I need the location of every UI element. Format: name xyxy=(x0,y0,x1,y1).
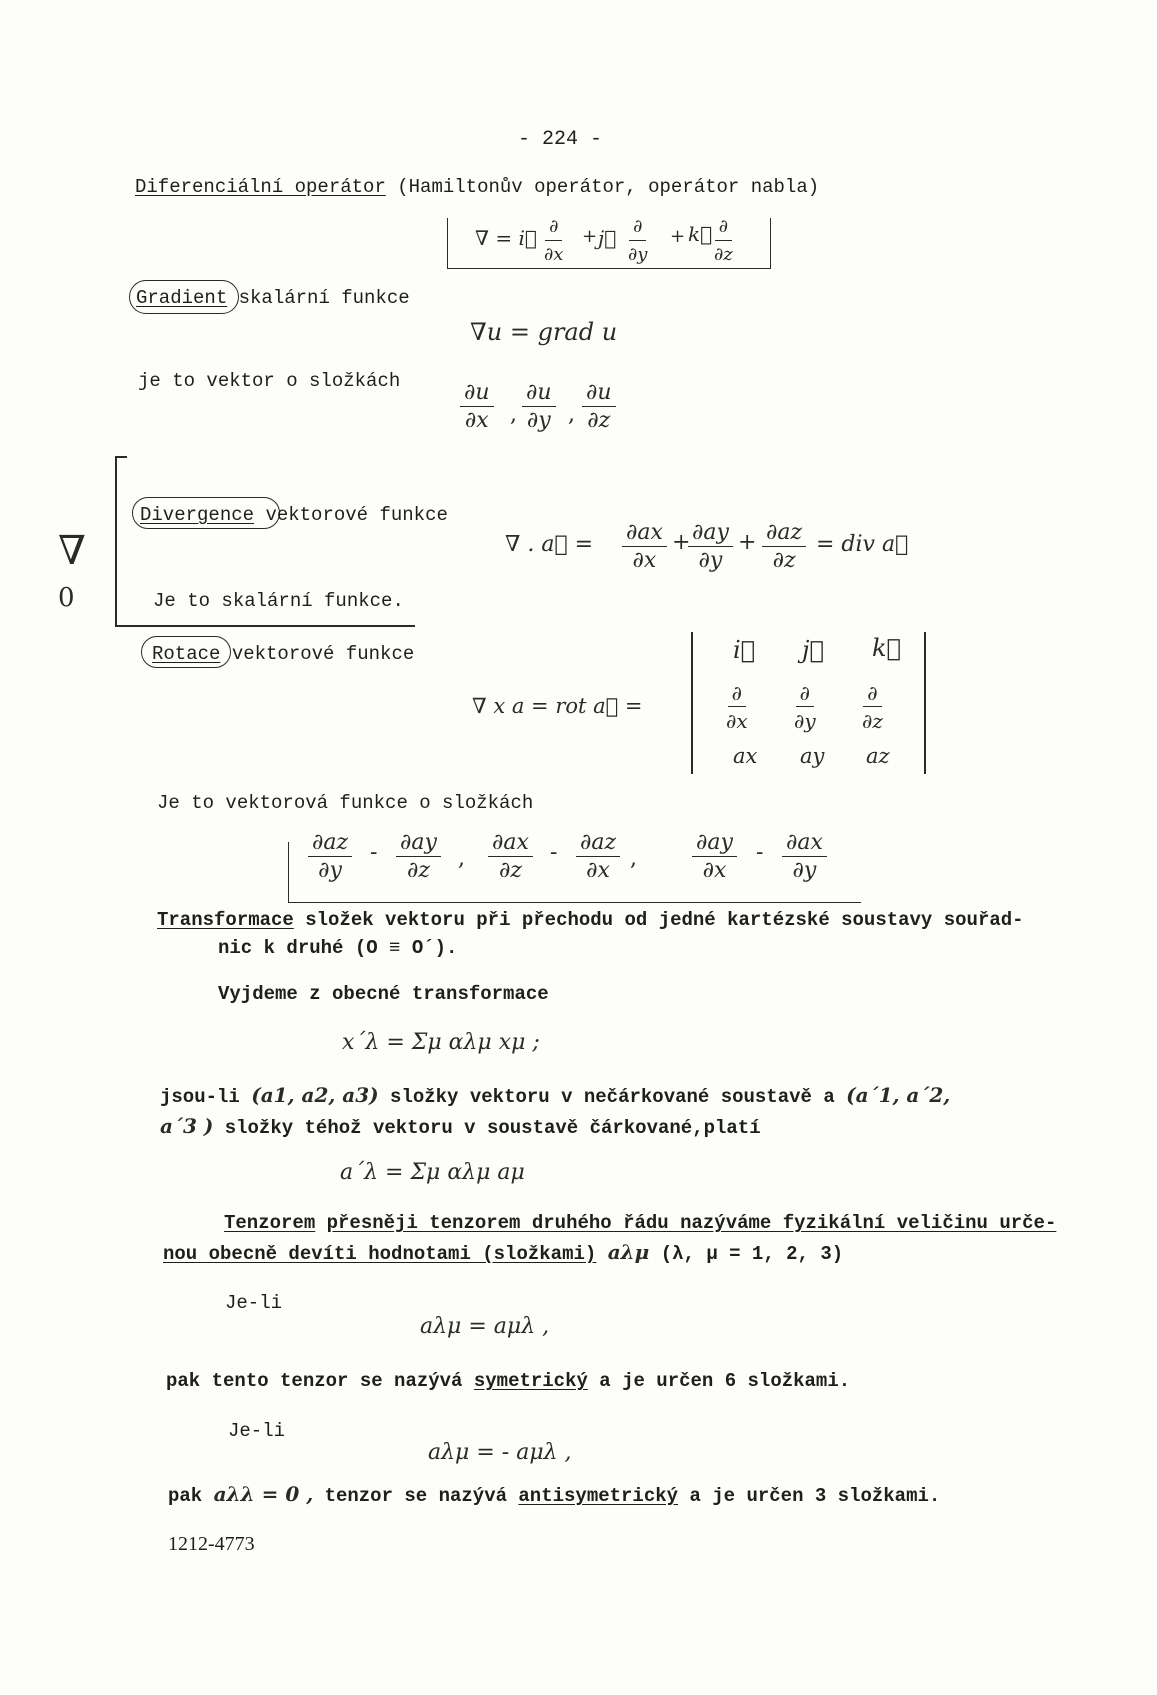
transform-line-3: Vyjdeme z obecné transformace xyxy=(218,983,549,1005)
rot-comp-1a: $\frac{\partial az}{\partial y}$ xyxy=(308,830,352,885)
divergence-plus-2: + xyxy=(738,530,757,555)
gradient-comp-z: $\frac{\partial u}{\partial z}$ xyxy=(582,380,616,435)
tensor-case-2-a-ll: aλλ = 0 , xyxy=(213,1482,314,1506)
tensor-line-2b: aλμ xyxy=(607,1240,650,1264)
divergence-plus-1: + xyxy=(672,530,691,555)
gradient-comp-x: $\frac{\partial u}{\partial x}$ xyxy=(460,380,494,435)
rot-comp-2b: $\frac{\partial az}{\partial x}$ xyxy=(576,830,620,885)
divergence-note: Je to skalární funkce. xyxy=(153,590,404,612)
nabla-k: k⃗ xyxy=(688,222,713,246)
rotation-term: Rotace xyxy=(152,643,221,665)
transform-line-1 xyxy=(157,909,1024,931)
nabla-frac-y: ∂ ∂y xyxy=(628,216,648,265)
divergence-frac-y: $\frac{\partial ay}{\partial y}$ xyxy=(688,520,733,575)
transform-line-4d: (a´1, a´2, xyxy=(846,1083,951,1107)
rotation-rest: vektorové funkce xyxy=(231,643,415,665)
transform-line-5 xyxy=(160,1114,761,1139)
tensor-line-2c: (λ, μ = 1, 2, 3) xyxy=(660,1243,844,1265)
gradient-sep-1: , xyxy=(510,402,517,427)
rot-minus-2: - xyxy=(550,840,558,865)
det-cell-az: az xyxy=(866,744,890,768)
tensor-line-1-rest: přesněji tenzorem druhého řádu nazýváme fyzikální veličinu urče- xyxy=(326,1212,1057,1234)
margin-nabla-mark: ∇ xyxy=(58,528,86,574)
tensor-case-1-term: symetrický xyxy=(473,1370,588,1392)
nabla-j: j⃗ xyxy=(598,226,617,250)
tensor-case-1-text-b: a je určen 6 složkami. xyxy=(599,1370,851,1392)
det-cell-ay: ay xyxy=(800,744,825,768)
nabla-plus-2: + xyxy=(670,226,686,247)
tensor-case-2-intro: Je-li xyxy=(228,1420,286,1442)
tensor-line-2a: nou obecně devíti hodnotami (složkami) xyxy=(163,1243,597,1265)
tensor-case-1-formula: aλμ = aμλ , xyxy=(420,1314,550,1339)
det-cell-i: i⃗ xyxy=(733,636,756,664)
rot-comp-3b: $\frac{\partial ax}{\partial y}$ xyxy=(782,830,827,885)
tensor-case-2-text-a: pak xyxy=(168,1485,203,1507)
tensor-case-1-intro: Je-li xyxy=(225,1292,283,1314)
gradient-heading xyxy=(136,287,410,309)
determinant-left-bar xyxy=(691,632,693,774)
rot-comp-3a: $\frac{\partial ay}{\partial x}$ xyxy=(692,830,737,885)
tensor-case-1-text xyxy=(166,1370,850,1392)
divergence-term: Divergence xyxy=(140,504,255,526)
margin-zero-mark: 0 xyxy=(58,583,75,613)
rotation-lhs: ∇ x a = rot a⃗ = xyxy=(472,694,643,718)
rotation-heading xyxy=(152,643,414,665)
det-cell-j: j⃗ xyxy=(802,636,824,664)
rot-comp-1b: $\frac{\partial ay}{\partial z}$ xyxy=(396,830,441,885)
transform-line-5a: a´3 ) xyxy=(160,1114,214,1138)
transform-term: Transformace xyxy=(157,909,294,931)
det-cell-k: k⃗ xyxy=(872,634,901,662)
tensor-line-2 xyxy=(163,1240,843,1265)
divergence-frac-x: $\frac{\partial ax}{\partial x}$ xyxy=(622,520,667,575)
transform-line-4a: jsou-li xyxy=(160,1086,240,1108)
rot-minus-1: - xyxy=(370,840,378,865)
divergence-bracket-bottom xyxy=(115,625,415,627)
transform-line-1-rest: složek vektoru při přechodu od jedné kartézské soustavy souřad- xyxy=(305,909,1024,931)
tensor-case-2-text-c: a je určen 3 složkami. xyxy=(689,1485,941,1507)
footer-code: 1212-4773 xyxy=(168,1533,255,1555)
tensor-case-2-text xyxy=(168,1482,940,1507)
rotation-components-intro: Je to vektorová funkce o složkách xyxy=(157,792,534,814)
det-cell-dz: ∂ ∂z xyxy=(862,681,883,733)
nabla-title: Diferenciální operátor xyxy=(135,176,386,198)
gradient-formula: ∇u = grad u xyxy=(470,318,618,346)
gradient-components-intro: je to vektor o složkách xyxy=(138,370,401,392)
transform-line-5b: složky téhož vektoru v soustavě čárkované,platí xyxy=(224,1117,761,1139)
det-cell-dx: ∂ ∂x xyxy=(726,681,748,733)
gradient-sep-2: , xyxy=(568,402,575,427)
gradient-term: Gradient xyxy=(136,287,228,309)
divergence-bracket-side xyxy=(115,456,117,626)
gradient-comp-y: $\frac{\partial u}{\partial y}$ xyxy=(522,380,556,435)
divergence-frac-z: $\frac{\partial az}{\partial z}$ xyxy=(762,520,806,575)
divergence-heading xyxy=(140,504,448,526)
determinant-right-bar xyxy=(924,632,926,774)
rot-minus-3: - xyxy=(756,840,764,865)
rot-comp-2a: $\frac{\partial ax}{\partial z}$ xyxy=(488,830,533,885)
divergence-rhs: = div a⃗ xyxy=(816,532,909,557)
tensor-line-1 xyxy=(224,1212,1056,1234)
rot-comma-1: , xyxy=(458,846,465,871)
divergence-lhs: ∇ . a⃗ = xyxy=(505,532,594,557)
det-cell-dy: ∂ ∂y xyxy=(794,681,816,733)
divergence-rest: vektorové funkce xyxy=(265,504,448,526)
nabla-frac-z: ∂ ∂z xyxy=(714,216,733,265)
rot-comma-2: , xyxy=(630,846,637,871)
tensor-case-1-text-a: pak tento tenzor se nazývá xyxy=(166,1370,463,1392)
nabla-heading xyxy=(135,176,819,198)
transform-line-4c: složky vektoru v nečárkované soustavě a xyxy=(390,1086,835,1108)
nabla-lhs: ∇ = i⃗ xyxy=(475,226,537,250)
transform-line-4 xyxy=(160,1083,950,1108)
nabla-plus-1: + xyxy=(582,226,598,247)
tensor-case-2-term: antisymetrický xyxy=(518,1485,679,1507)
gradient-rest: skalární funkce xyxy=(238,287,410,309)
transform-line-4b: (a1, a2, a3) xyxy=(251,1083,379,1107)
tensor-case-2-text-b: tenzor se nazývá xyxy=(324,1485,507,1507)
divergence-bracket-top xyxy=(115,456,127,458)
transform-formula-1: x´λ = Σμ αλμ xμ ; xyxy=(342,1030,540,1055)
tensor-term: Tenzorem xyxy=(224,1212,316,1234)
transform-formula-2: a´λ = Σμ αλμ aμ xyxy=(340,1160,525,1185)
nabla-frac-x: ∂ ∂x xyxy=(544,216,564,265)
transform-line-2: nic k druhé (O ≡ O´). xyxy=(218,937,458,959)
nabla-title-rest: (Hamiltonův operátor, operátor nabla) xyxy=(397,176,820,198)
tensor-case-2-formula: aλμ = - aμλ , xyxy=(428,1440,572,1465)
det-cell-ax: ax xyxy=(733,744,758,768)
page-number: - 224 - xyxy=(518,128,603,151)
